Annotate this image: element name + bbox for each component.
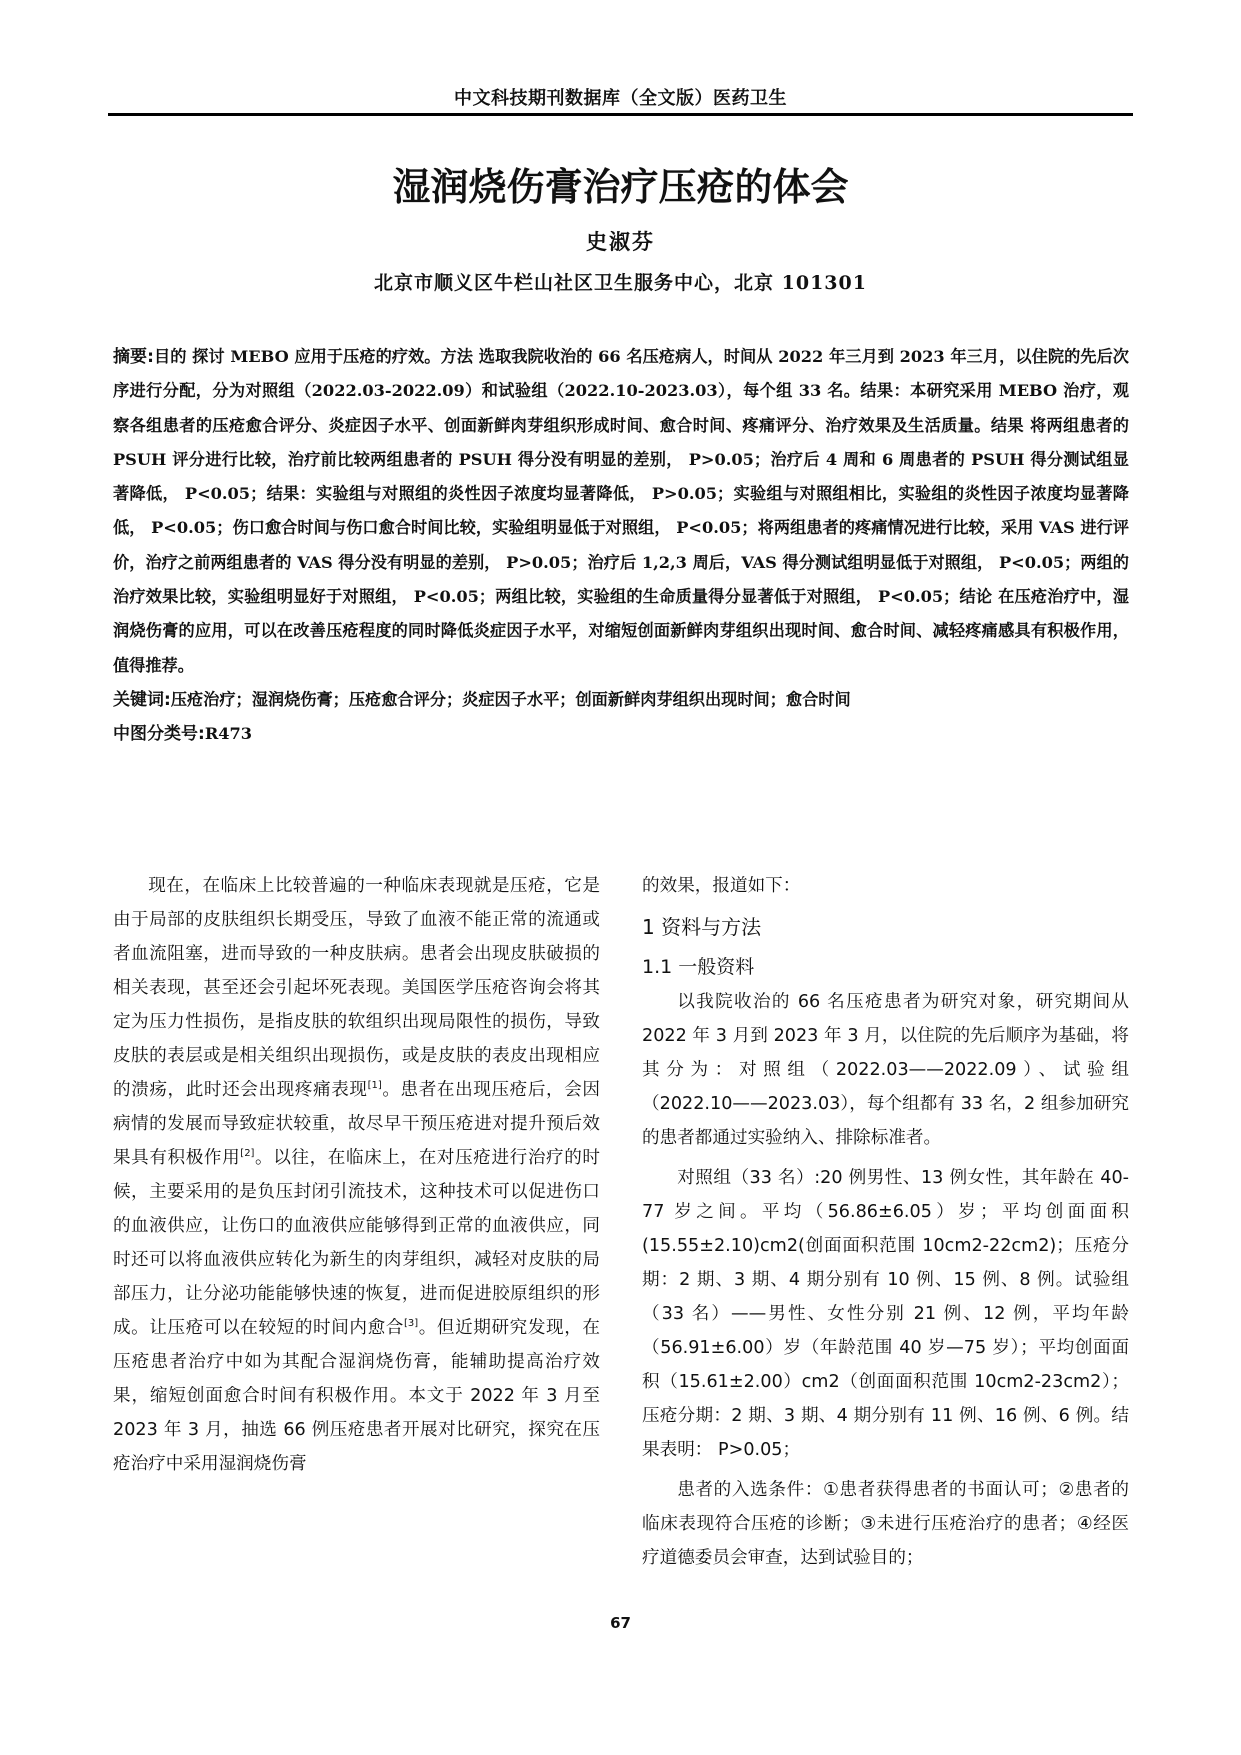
ref-1[interactable]: [1] xyxy=(367,1080,382,1092)
page-number: 67 xyxy=(610,1614,631,1632)
intro-text-c: 。以往，在临床上，在对压疮进行治疗的时候，主要采用的是负压封闭引流技术，这种技术可以促进伤口的血液供应，让伤口的血液供应能够得到正常的血液供应，同时还可以将血液供应转化为新生的肉芽组织，减轻对皮肤的局部压力，让分泌功能能够快速的恢复，进而促进胶原组织的形成。让压疮可以在较短的时间内愈合 xyxy=(113,1148,600,1338)
section-heading-1: 1 资料与方法 xyxy=(642,915,762,939)
keywords xyxy=(113,683,1129,717)
intro-paragraph xyxy=(113,869,600,1481)
header-rule xyxy=(108,113,1133,116)
inclusion-criteria-paragraph: 患者的入选条件：①患者获得患者的书面认可；②患者的临床表现符合压疮的诊断；③未进行压疮治疗的患者；④经医疗道德委员会审查，达到试验目的； xyxy=(642,1480,1129,1568)
author: 史淑芬 xyxy=(586,229,655,254)
section-heading-1-1: 1.1 一般资料 xyxy=(642,956,755,978)
journal-header: 中文科技期刊数据库（全文版）医药卫生 xyxy=(454,88,787,109)
intro-text-b: 。患者在出现压疮后，会因病情的发展而导致症状较重，故尽早干预压疮进对提升预后效果具有积极作用 xyxy=(113,1080,600,1168)
intro-continuation: 的效果，报道如下： xyxy=(642,876,801,896)
intro-text-a: 现在，在临床上比较普遍的一种临床表现就是压疮，它是由于局部的皮肤组织长期受压，导致了血液不能正常的流通或者血流阻塞，进而导致的一种皮肤病。患者会出现皮肤破损的相关表现，甚至还会引起坏死表现。美国医学压疮咨询会将其定为压力性损伤，是指皮肤的软组织出现局限性的损伤，导致皮肤的表层或是相关组织出现损伤，或是皮肤的表皮出现相应的溃疡，此时还会出现疼痛表现 xyxy=(113,876,600,1100)
keywords-label: 关键词: xyxy=(113,689,171,710)
ref-3[interactable]: [3] xyxy=(403,1318,419,1330)
ref-2[interactable]: [2] xyxy=(240,1148,255,1160)
body-left-column xyxy=(113,869,600,1481)
body-right-column xyxy=(642,869,1129,1575)
classification-value: R473 xyxy=(204,724,253,744)
abstract-label: 摘要: xyxy=(113,347,154,367)
abstract-block xyxy=(113,340,1129,752)
paper-title: 湿润烧伤膏治疗压疮的体会 xyxy=(392,165,849,209)
affiliation: 北京市顺义区牛栏山社区卫生服务中心，北京 101301 xyxy=(374,272,867,294)
classification xyxy=(113,717,1129,751)
abstract-text: 目的 探讨 MEBO 应用于压疮的疗效。方法 选取我院收治的 66 名压疮病人，时间从 2022 年三月到 2023 年三月，以住院的先后次序进行分配，分为对照组（2022.03-2022.09）和试验组（2022.10-2023.03），每个组 33 名。结果：本研究采用 MEBO 治疗，观察各组患者的压疮愈合评分、炎症因子水平、创面新鲜肉芽组织形成时间、愈合时间、疼痛评分、治疗效果及生活质量。结果 将两组患者的 PSUH 评分进行比较，治疗前比较两组患者的 PSUH 得分没有明显的差别， P>0.05；治疗后 4 周和 6 周患者的 PSUH 得分测试组显著降低， P<0.05；结果：实验组与对照组的炎性因子浓度均显著降低， P>0.05；实验组与对照组相比，实验组的炎性因子浓度均显著降低， P<0.05；伤口愈合时间与伤口愈合时间比较，实验组明显低于对照组， P<0.05；将两组患者的疼痛情况进行比较，采用 VAS 进行评价，治疗之前两组患者的 VAS 得分没有明显的差别， P>0.05；治疗后 1,2,3 周后，VAS 得分测试组明显低于对照组， P<0.05；两组的治疗效果比较，实验组明显好于对照组， P<0.05；两组比较，实验组的生命质量得分显著低于对照组， P<0.05；结论 在压疮治疗中，湿润烧伤膏的应用，可以在改善压疮程度的同时降低炎症因子水平，对缩短创面新鲜肉芽组织出现时间、愈合时间、减轻疼痛感具有积极作用，值得推荐。 xyxy=(113,347,1129,675)
general-info-paragraph: 以我院收治的 66 名压疮患者为研究对象，研究期间从 2022 年 3 月到 2023 年 3 月，以住院的先后顺序为基础，将其分为：对照组（2022.03——2022.09）、试验组（2022.10——2023.03），每个组都有 33 名，2 组参加研究的患者都通过实验纳入、排除标准者。 xyxy=(642,992,1129,1148)
control-group-paragraph: 对照组（33 名）:20 例男性、13 例女性，其年龄在 40-77 岁之间。平均（56.86±6.05）岁；平均创面面积(15.55±2.10)cm2(创面面积范围 10cm2-22cm2)；压疮分期：2 期、3 期、4 期分别有 10 例、15 例、8 例。试验组（33 名）——男性、女性分别 21 例、12 例，平均年龄（56.91±6.00）岁（年龄范围 40 岁—75 岁）；平均创面面积（15.61±2.00）cm2（创面面积范围 10cm2-23cm2）；压疮分期：2 期、3 期、4 期分别有 11 例、16 例、6 例。结果表明： P>0.05； xyxy=(642,1168,1129,1460)
intro-text-d: 。但近期研究发现，在压疮患者治疗中如为其配合湿润烧伤膏，能辅助提高治疗效果，缩短创面愈合时间有积极作用。本文于 2022 年 3 月至 2023 年 3 月，抽选 66 例压疮患者开展对比研究，探究在压疮治疗中采用湿润烧伤膏 xyxy=(113,1318,600,1474)
abstract xyxy=(113,340,1129,683)
keywords-text: 压疮治疗；湿润烧伤膏；压疮愈合评分；炎症因子水平；创面新鲜肉芽组织出现时间；愈合时间 xyxy=(170,689,851,709)
classification-label: 中图分类号: xyxy=(113,724,205,745)
